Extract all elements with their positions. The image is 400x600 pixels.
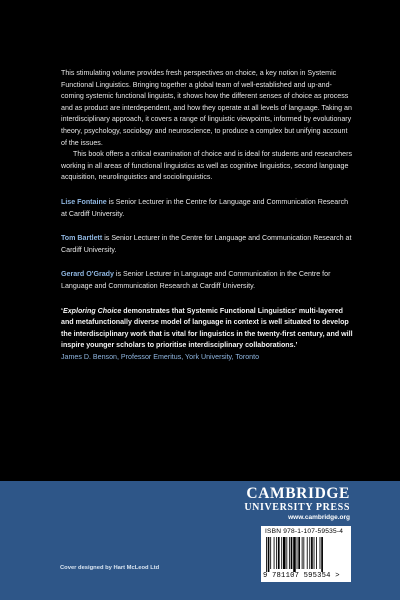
- endorsement-quote: [61, 306, 353, 364]
- publisher-logo: [244, 486, 350, 522]
- publisher-url: www.cambridge.org: [288, 514, 350, 521]
- cover-design-credit: Cover designed by Hart McLeod Ltd: [60, 565, 160, 571]
- blurb-paragraph-1: This stimulating volume provides fresh perspectives on choice, a key notion in Systemic Functional Linguistics. Bringing together a global team of well-established and up-and-coming systemic functional linguists, it shows how the different senses of choice as process and as product are interdependent, and how they operate at all levels of language. Taking an interdisciplinary approach, it covers a range of linguistic viewpoints, informed by evolutionary theory, psychology, sociology and neuroscience, to produce a complex but unifying account of the issues.: [61, 69, 352, 147]
- author-name: Gerard O'Grady: [61, 270, 114, 279]
- author-bio-fontaine: [61, 197, 353, 220]
- author-name: Tom Bartlett: [61, 234, 103, 243]
- author-name: Lise Fontaine: [61, 197, 107, 206]
- quote-open-mark: ‘: [61, 306, 63, 315]
- barcode-panel: [261, 526, 351, 582]
- author-bio-text: is Senior Lecturer in the Centre for Language and Communication Research at Cardiff University.: [61, 234, 352, 254]
- publisher-press: UNIVERSITY PRESS: [244, 502, 350, 513]
- quote-text: demonstrates that Systemic Functional Linguistics' multi-layered and metafunctionally diverse model of language in context is well situated to develop the interdisciplinary work that is vital for linguistics in the twenty-first century, and will inspire younger scholars to prioritise interdisciplinary collaborations.’: [61, 306, 353, 350]
- barcode-icon: [265, 537, 347, 572]
- isbn-label: ISBN 978-1-107-59535-4: [265, 528, 344, 535]
- quote-attribution: James D. Benson, Professor Emeritus, York University, Toronto: [61, 352, 260, 361]
- quote-book-title: Exploring Choice: [62, 306, 122, 315]
- publisher-name: CAMBRIDGE: [246, 485, 350, 502]
- cover-text: [61, 68, 353, 363]
- author-bio-ogrady: [61, 269, 353, 292]
- ean-digits: 9 781107 595354 >: [263, 572, 340, 580]
- blurb-paragraph-2: This book offers a critical examination of choice and is ideal for students and researchers working in all areas of functional linguistics as well as cognitive linguistics, second language acquisition, neurolinguistics and sociolinguistics.: [61, 150, 353, 182]
- author-bio-text: is Senior Lecturer in the Centre for Language and Communication Research at Cardiff University.: [61, 197, 349, 218]
- author-bio-bartlett: [61, 233, 353, 256]
- author-bio-text: is Senior Lecturer in Language and Communication in the Centre for Language and Communication Research at Cardiff University.: [61, 270, 331, 290]
